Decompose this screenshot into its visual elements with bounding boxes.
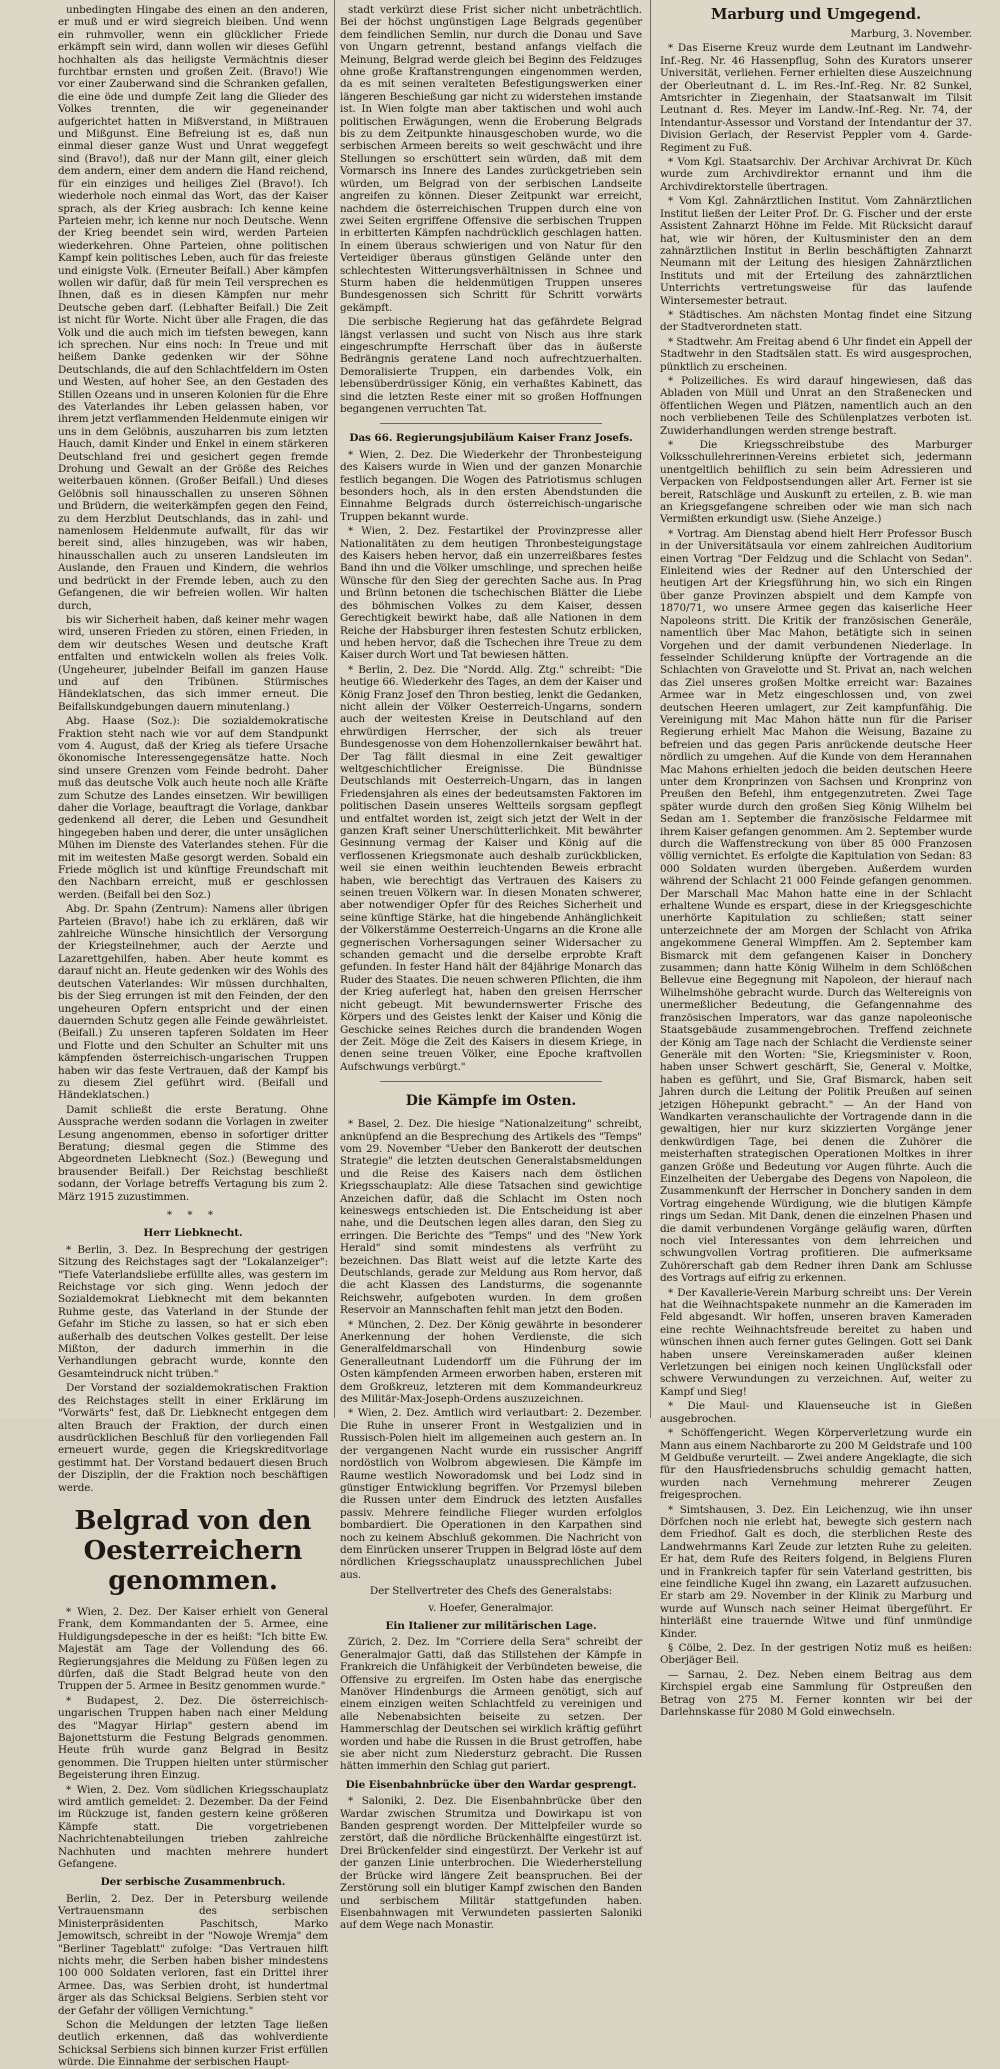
headline: Die Kämpfe im Osten. <box>405 1093 577 1110</box>
divider <box>380 423 602 424</box>
article-paragraph: bis wir Sicherheit haben, daß keiner mehr wagen wird, unseren Frieden zu stören, einen Frieden, in dem wir deutsches Wesen und deutsche Kraft entfalten und entwickeln wollen als freies Volk. (Ungeheurer, jubelnder Beifall im ganzen Hause und auf den Tribünen. Stürmisches Händeklatschen, das sich immer erneut. Die Beifallskundgebungen dauern minutenlang.) <box>58 613 328 713</box>
article-paragraph: * Polizeiliches. Es wird darauf hingewiesen, daß das Abladen von Müll und Unrat an den Straßenecken und öffentlichen Wegen und Plätzen, namentlich auch an den noch verbliebenen Teile des Schülenplatzes verboten ist. Zuwiderhandlungen werden strenge bestraft. <box>660 374 972 437</box>
article-paragraph: * Wien, 2. Dez. Der Kaiser erhielt von General Frank, dem Kommandanten der 5. Armee, eine Huldigungsdepesche in der es heißt: "Ich bitte Ew. Majestät am Tage der Vollendung des 66. Regierungsjahres die Meldung zu Füßen legen zu dürfen, daß die Stadt Belgrad heute von den Truppen der 5. Armee in Besitz genommen wurde." <box>58 1605 328 1693</box>
article-paragraph: * Simtshausen, 3. Dez. Ein Leichenzug, wie ihn unser Dörfchen noch nie erlebt hat, bewegte sich gestern nach dem Friedhof. Galt es doch, die sterblichen Reste des Landwehrmanns Karl Zeude zur letzten Ruhe zu geleiten. Er hat, dem Rufe des Reiters folgend, in Belgiens Fluren und in Frankreich tapfer für sein Vaterland gestritten, bis eine feindliche Kugel ihn zwang, ein Lazarett aufzusuchen. Er starb am 29. November in der Klinik zu Marburg und wurde auf Wunsch nach seiner Heimat übergeführt. Er hinterläßt eine trauernde Witwe und fünf unmündige Kinder. <box>660 1503 972 1640</box>
article-paragraph: — Sarnau, 2. Dez. Neben einem Beitrag aus dem Kirchspiel ergab eine Sammlung für Ostpreußen den Betrag von 275 M. Ferner konnten wir bei der Darlehnskasse für 2080 M Gold einwechseln. <box>660 1668 972 1719</box>
column-3 <box>660 4 972 1719</box>
article-paragraph: Zürich, 2. Dez. Im "Corriere della Sera" schreibt der Generalmajor Gatti, daß das Stillstehen der Kämpfe in Frankreich die Unfähigkeit der Verbündeten beweise, die Offensive zu ergreifen. Im Osten habe das energische Manöver Hindenburgs die Armeen genötigt, sich auf einem einzigen weiten Schlachtfeld zu vereinigen und alle Nebenabsichten beiseite zu setzen. Der Hammerschlag der Deutschen sei wirklich kräftig geführt worden und habe die Russen in die Brust getroffen, habe sie aber nicht zum Niedersturz gebracht. Die Russen hätten immerhin den Schlag gut pariert. <box>340 1636 642 1773</box>
article-paragraph: * Schöffengericht. Wegen Körperverletzung wurde ein Mann aus einem Nachbarorte zu 200 M Geldstrafe und 100 M Geldbuße verurteilt. — Zwei andere Angeklagte, die sich für den Hausfriedensbruchs schuldig gemacht hatten, wurden nach Vernehmung mehrerer Zeugen freigesprochen. <box>660 1427 972 1502</box>
article-paragraph: * Vom Kgl. Zahnärztlichen Institut. Vom Zahnärztlichen Institut ließen der Leiter Prof. Dr. G. Fischer und der erste Assistent Zahnarzt Höhne im Felde. Mit Rücksicht darauf hat, wie wir hören, der Kultusminister den an dem zahnärztlichen Institut in Berlin beschäftigten Zahnarzt Neumann mit der Leitung des hiesigen Zahnärztlichen Instituts und mit der Erteilung des zahnärztlichen Unterrichts vertretungsweise für das laufende Wintersemester betraut. <box>660 195 972 307</box>
article-paragraph: * Vortrag. Am Dienstag abend hielt Herr Professor Busch in der Universitätsaula vor einem zahlreichen Auditorium einen Vortrag "Der Feldzug und die Schlacht von Sedan". Einleitend wies der Redner auf den Unterschied der heutigen Art der Kriegsführung hin, wo sich ein Ringen über ganze Provinzen abspielt und dem Kampfe von 1870/71, wo unsere Armee gegen das kaiserliche Heer Napoleons stritt. Die Kritik der französischen Generäle, namentlich über Mac Mahon, betätigte sich in seinen Vorgehen und der damit verbundenen Niederlage. In fesselnder Schilderung knüpfte der Vortragende an die Schlachten von Gravelotte und St. Privat an, nach welchen das Ziel unseres großen Moltke erreicht war: Bazaines Armee war in Metz eingeschlossen und, von zwei deutschen Heeren umlagert, zur Zeit kampfunfähig. Die Vereinigung mit Mac Mahon hätte nun für die Pariser Regierung erhielt Mac Mahon die Weisung, Bazaine zu befreien und das gegen Paris anrückende deutsche Heer nördlich zu umgehen. Auf die Kunde von dem Herannahen Mac Mahons erhielten jedoch die beiden deutschen Heere unter dem Kronprinzen von Sachsen und Kronprinz von Preußen den Befehl, ihm entgegenzutreten. Zwei Tage später wurde durch den großen Sieg König Wilhelm bei Sedan am 1. September die französische Feldarmee mit ihrem Kaiser gefangen genommen. Am 2. September wurde durch die Waffenstreckung von über 85 000 Franzosen völlig vernichtet. Es erfolgte die Kapitulation von Sedan: 83 000 Soldaten wurden übergeben. Außerdem wurden während der Schlacht 21 000 Feinde gefangen genommen. Der Marschall Mac Mahon hatte eine in der Schlacht erhaltene Wunde es erspart, diese in der Kriegsgeschichte unerhörte Kapitulation zu schließen; statt seiner unterzeichnete der am Morgen der Schlacht von Afrika angekommene General Wimpffen. Am 2. September kam Bismarck mit dem gefangenen Kaiser in Donchery zusammen; dann hatte König Wilhelm in dem Schlößchen Bellevue eine Begegnung mit Napoleon, der hierauf nach Wilhelmshöhe gebracht wurde. Durch das Weltereignis von unermeßlicher Bedeutung, die Gefangennahme des französischen Imperators, war das ganze napoleonische Staatsgebäude zusammengebrochen. Treffend zeichnete der König am Tage nach der Schlacht die Verdienste seiner Generäle mit den Worten: "Sie, Kriegsminister v. Roon, haben unser Schwert geschärft, Sie, General v. Moltke, haben es geführt, und Sie, Graf Bismarck, haben seit Jahren durch die Leitung der Politik Preußen auf seinen jetzigen Höhepunkt gebracht." — An der Hand von Wandkarten veranschaulichte der Vortragende dann in die gewaltigen, hier nur kurz skizzierten Vorgänge jener denkwürdigen Tage, bei denen die Zuhörer die meisterhaften strategischen Operationen Moltkes in ihrer ganzen Größe und Bedeutung vor Augen führte. Auch die Einzelheiten der Uebergabe des Degens von Napoleon, die Zusammenkunft der Herrscher in Donchery sanden in dem Vortrag eingehende Würdigung, wie die blutigen Kämpfe rings um Sedan. Mit Dank, denen die einzelnen Phasen und die damit verbundenen Vorgänge geläufig waren, dürften noch viel Interessantes von dem lehrreichen und schwungvollen Vortrag profitieren. Die aufmerksame Zuhörerschaft gab dem Redner ihren Dank am Schlusse des Vortrags auf eifrig zu erkennen. <box>660 527 972 1285</box>
article-paragraph: * Der Kavallerie-Verein Marburg schreibt uns: Der Verein hat die Weihnachtspakete nunmehr an die Kameraden im Feld abgesandt. Wir hoffen, unseren braven Kameraden eine rechte Weihnachtsfreude bereitet zu haben und wünschen ihnen auch ferner gutes Gelingen. Gott sei Dank haben unsere Vereinskameraden außer kleinen Verletzungen bei einigen noch keinen Unglücksfall oder schwere Verwundungen zu verzeichnen. Auf, weiter zu Kampf und Sieg! <box>660 1286 972 1398</box>
section-heading: Herr Liebknecht. <box>143 1227 243 1240</box>
section-separator: * * * <box>166 1209 220 1221</box>
article-paragraph: Schon die Meldungen der letzten Tage ließen deutlich erkennen, daß das wohlverdiente Schicksal Serbiens sich binnen kurzer Frist erfüllen würde. Die Einnahme der serbischen Haupt- <box>58 2018 328 2069</box>
section-heading: Die Eisenbahnbrücke über den Wardar gesprengt. <box>345 1778 637 1791</box>
article-paragraph: Abg. Haase (Soz.): Die sozialdemokratische Fraktion steht nach wie vor auf dem Standpunkt vom 4. August, daß der Krieg als tiefere Ursache ökonomische Interessengegensätze hatte. Noch sind unsere Grenzen vom Feinde bedroht. Daher muß das deutsche Volk auch heute noch alle Kräfte zum Schutze des Landes einsetzen. Wir bewilligen daher die Vorlage, beauftragt die Vorlage, dankbar gedenkend all derer, die Leben und Gesundheit hingegeben haben und derer, die unter unsäglichen Mühen im Dienste des Vaterlandes stehen. Für die mit im weitesten Maße gesorgt werden. Sobald ein Friede möglich ist und künftige Freundschaft mit den Nachbarn erreicht, muß er geschlossen werden. (Beifall bei den Soz.) <box>58 715 328 901</box>
article-paragraph: Die serbische Regierung hat das gefährdete Belgrad längst verlassen und sucht von Nisch aus ihre stark eingeschrumpfte Herrschaft über das in äußerste Bedrängnis geratene Land noch aufrechtzuerhalten. Demoralisierte Truppen, ein darbendes Volk, ein lebensüberdrüssiger König, ein verhaßtes Kabinett, das sind die letzten Reste einer mit so großen Hoffnungen begangenen verruchten Tat. <box>340 316 642 415</box>
article-paragraph: § Cölbe, 2. Dez. In der gestrigen Notiz muß es heißen: Oberjäger Beil. <box>660 1642 972 1667</box>
column-2 <box>340 4 642 1932</box>
dateline: Marburg, 3. November. <box>850 28 972 40</box>
article-paragraph: * Berlin, 3. Dez. In Besprechung der gestrigen Sitzung des Reichstages sagt der "Lokalanzeiger": "Tiefe Vaterlandsliebe erfüllte alles, was gestern im Reichstage vor sich ging. Wenn jedoch der Sozialdemokrat Liebknecht mit dem bekannten Ruhme geste, das Vaterland in der Stunde der Gefahr im Stiche zu lassen, so hat er sich eben außerhalb des deutschen Volkes gestellt. Der leise Mißton, der dadurch immerhin in die Verhandlungen gebracht wurde, konnte den Gesamteindruck nicht trüben." <box>58 1243 328 1380</box>
article-paragraph: * Wien, 2. Dez. Festartikel der Provinzpresse aller Nationalitäten zu dem heutigen Thronbesteigungstage des Kaisers heben hervor, daß ein unzerreißbares festes Band ihn und die Völker umschlinge, und sprechen heiße Wünsche für den Sieg der gerechten Sache aus. In Prag und Brünn betonen die tschechischen Blätter die Liebe des böhmischen Volkes zu dem Kaiser, dessen Gerechtigkeit bewirkt habe, daß alle Nationen in dem Reiche der Habsburger ihren festesten Schutz erblicken, und heben hervor, daß die Tschechen ihre Treue zu dem Kaiser durch Wort und Tat bewiesen hätten. <box>340 525 642 662</box>
section-heading: Ein Italiener zur militärischen Lage. <box>385 1619 597 1632</box>
article-paragraph: * Basel, 2. Dez. Die hiesige "Nationalzeitung" schreibt, anknüpfend an die Besprechung des Artikels des "Temps" vom 29. November "Ueber den Bankerott der deutschen Strategie" die letzten deutschen Generalstabsmeldungen und die Reise des Kaisers nach dem östlichen Kriegsschauplatz: Alle diese Tatsachen sind gewichtige Anzeichen dafür, daß die Schlacht im Osten noch keineswegs entschieden ist. Die Entscheidung ist aber nahe, und die Deutschen legen alles daran, den Sieg zu erringen. Die Berichte des "Temps" und des "New York Herald" sind somit mindestens als verfrüht zu bezeichnen. Das Blatt weist auf die letzte Karte des Deutschlands, gerade zur Meldung aus Rom hervor, daß die acht Klassen des Landsturms, die sogenannte Reichswehr, aufgeboten wurden. In dem großen Reservoir an Mannschaften fehlt man jetzt den Boden. <box>340 1118 642 1317</box>
article-paragraph: * Stadtwehr. Am Freitag abend 6 Uhr findet ein Appell der Stadtwehr in den Stadtsälen statt. Es wird ausgesprochen, pünktlich zu erscheinen. <box>660 335 972 373</box>
article-paragraph: Der Vorstand der sozialdemokratischen Fraktion des Reichstages stellt in einer Erklärung im "Vorwärts" fest, daß Dr. Liebknecht entgegen dem alten Brauch der Fraktion, der durch einen ausdrücklichen Beschluß für den vorliegenden Fall erneuert wurde, gegen die Kriegskreditvorlage gestimmt hat. Der Vorstand bedauert diesen Bruch der Disziplin, der die Fraktion noch beschäftigen werde. <box>58 1382 328 1494</box>
article-paragraph: * Wien, 2. Dez. Amtlich wird verlautbart: 2. Dezember. Die Ruhe in unserer Front in Westgalizien und in Russisch-Polen hielt im allgemeinen auch gestern an. In der vergangenen Nacht wurde ein russischer Angriff nordöstlich von Wolbrom abgewiesen. Die Kämpfe im Raume westlich Noworadomsk und bei Lodz sind in günstiger Entwicklung begriffen. Vor Przemysl bileben die Russen unter dem Eindruck des letzten Ausfalles passiv. Mehrere feindliche Flieger wurden erfolglos bombardiert. Die Operationen in den Karpathen sind noch zu keinem Abschluß gekommen. Die Nachricht von dem Einrücken unserer Truppen in Belgrad löste auf dem nördlichen Kriegsschauplatz unaussprechlichen Jubel aus. <box>340 1407 642 1581</box>
divider <box>380 1081 602 1082</box>
article-paragraph: * Die Kriegsschreibstube des Marburger Volksschullehrerinnen-Vereins erbietet sich, jedermann unentgeltlich behilflich zu sein beim Adressieren und Verpacken von Feldpostsendungen aller Art. Ferner ist sie bereit, Ratschläge und Auskunft zu erteilen, z. B. wie man an Kriegsgefangene schreiben oder wie man sich nach Vermißten erkundigt usw. (Siehe Anzeige.) <box>660 439 972 526</box>
article-paragraph: * Wien, 2. Dez. Vom südlichen Kriegsschauplatz wird amtlich gemeldet: 2. Dezember. Da der Feind im Rückzuge ist, fanden gestern keine größeren Kämpfe statt. Die vorgetriebenen Nachrichtenabteilungen trieben zahlreiche Nachhuten und machten mehrere hundert Gefangene. <box>58 1783 328 1871</box>
column-rule <box>650 0 651 1418</box>
article-paragraph: * München, 2. Dez. Der König gewährte in besonderer Anerkennung der hohen Verdienste, die sich Generalfeldmarschall von Hindenburg sowie Generalleutnant Ludendorff um die Führung der im Osten kämpfenden Armeen erworben haben, ersteren mit dem Großkreuz, letzteren mit dem Kommandeurkreuz des Militär-Max-Joseph-Ordens auszuzeichnen. <box>340 1318 642 1406</box>
signature-title: Der Stellvertreter des Chefs des Generalstabs: <box>369 1585 613 1598</box>
article-paragraph: Abg. Dr. Spahn (Zentrum): Namens aller übrigen Parteien (Bravo!) habe ich zu erklären, daß wir zahlreiche Wünsche hinsichtlich der Versorgung der Kriegsteilnehmer, auch der Aerzte und Lazarettgehilfen, haben. Aber heute kommt es darauf nicht an. Heute gedenken wir des Wohls des deutschen Vaterlandes: Wir müssen durchhalten, bis der Sieg errungen ist mit den Feinden, der den ungeheuren Opfern entspricht und der einen dauernden Schutz gegen alle Feinde gewährleistet. (Beifall.) Zu unseren tapferen Soldaten im Heer und Flotte und den Schulter an Schulter mit uns kämpfenden österreichisch-ungarischen Truppen haben wir das feste Vertrauen, daß der Kampf bis zu diesem Ziel geführt wird. (Beifall und Händeklatschen.) <box>58 903 328 1102</box>
section-heading: Der serbische Zusammenbruch. <box>100 1876 286 1889</box>
article-paragraph: * Vom Kgl. Staatsarchiv. Der Archivar Archivrat Dr. Küch wurde zum Archivdirektor ernannt und ihm die Archivdirektorstelle übertragen. <box>660 156 972 193</box>
column-rule <box>334 0 335 1418</box>
signature-name: v. Hoefer, Generalmajor. <box>428 1601 554 1614</box>
article-paragraph: unbedingten Hingabe des einen an den anderen, er muß und er wird siegreich bleiben. Und wenn ein ruhmvoller, wenn ein glücklicher Friede erkämpft sein wird, dann wollen wir dieses Gefühl hochhalten als das heiligste Vermächtnis dieser furchtbar ernsten und großen Zeit. (Bravo!) Wie vor einer Zauberwand sind die Schranken gefallen, die eine öde und dumpfe Zeit lang die Glieder des Volkes trennten, die wir gegeneinander aufgerichtet hatten in Mißverstand, in Mißtrauen und Mißgunst. Eine Befreiung ist es, daß nun einmal dieser ganze Wust und Unrat weggefegt sind (Bravo!), daß nur der Mann gilt, einer gleich dem andern, einer dem andern die Hand reichend, für ein einziges und heiliges Ziel (Bravo!). Ich wiederhole noch einmal das Wort, das der Kaiser sprach, als der Krieg ausbrach: Ich kenne keine Parteien mehr, ich kenne nur noch Deutsche. Wenn der Krieg beendet sein wird, werden Parteien wiederkehren. Ohne Parteien, ohne politischen Kampf kein politisches Leben, auch für das freieste und einigste Volk. (Erneuter Beifall.) Aber kämpfen wollen wir dafür, daß für mein Teil versprechen es Ihnen, daß es in diesen Kämpfen nur mehr Deutsche geben darf. (Lebhafter Beifall.) Die Zeit ist nicht für Worte. Nicht über alle Fragen, die das Volk und die auch mich im tiefsten bewegen, kann ich sprechen. Nur eins noch: In Treue und mit heißem Danke gedenken wir der Söhne Deutschlands, die auf den Schlachtfeldern im Osten und Westen, auf hoher See, an den Gestaden des Stillen Ozeans und in unseren Kolonien für die Ehre des Vaterlandes ihr Leben gelassen haben, vor ihrem jetzt verflammenden Heldenmute einigen wir uns in dem Gelöbnis, auszuharren bis zum letzten Hauch, damit Kinder und Enkel in einem stärkeren Deutschland frei und gesichert gegen fremde Drohung und Gewalt an der Größe des Reiches weiterbauen können. (Großer Beifall.) Und dieses Gelöbnis soll hinausschallen zu unseren Söhnen und Brüdern, die weiterkämpfen gegen den Feind, zu dem Herzblut Deutschlands, das in zahl- und namenlosem Heldenmute aufwallt, für das wir bereit sind, alles hinzugeben, was wir haben, hinausschallen auch zu unseren Landsleuten im Auslande, den Frauen und Kindern, die wehrlos und bedrückt in der Fremde leben, auch zu den Gefangenen, die wir befreien wollen. Wir halten durch, <box>58 4 328 612</box>
article-paragraph: * Städtisches. Am nächsten Montag findet eine Sitzung der Stadtverordneten statt. <box>660 308 972 334</box>
article-paragraph: * Berlin, 2. Dez. Die "Nordd. Allg. Ztg." schreibt: "Die heutige 66. Wiederkehr des Tages, an dem der Kaiser und König Franz Josef den Thron bestieg, lenkt die Gedanken, nicht allein der Völker Oesterreich-Ungarns, sondern auch der weitesten Kreise in Deutschland auf den ehrwürdigen Herrscher, der sich als treuer Bundesgenosse von dem Hohenzollernkaiser bewährt hat. Der Tag fällt diesmal in eine Zeit gewaltiger weltgeschichtlicher Ereignisse. Die Bündnisse Deutschlands mit Oesterreich-Ungarn, das in langen Friedensjahren als eines der bedeutsamsten Faktoren im politischen Dasein unseres Weltteils sorgsam gepflegt und entfaltet worden ist, zeigt sich jetzt der Welt in der ganzen Kraft seiner Unerschütterlichkeit. Mit bewährter Gesinnung vermag der Kaiser und König auf die verflossenen Kriegsmonate auch deshalb zurückblicken, weil sie einen weithin leuchtenden Beweis erbracht haben, wie berechtigt das Vertrauen des Kaisers zu seinen treuen Völkern war. In diesen Monaten schwerer, aber notwendiger Opfer für des Reiches Sicherheit und seine künftige Stärke, hat die hingebende Anhänglichkeit der Völkerstämme Oesterreich-Ungarns an die Krone alle gegnerischen Vorhersagungen seiner Widersacher zu schanden gemacht und die derselbe erprobte Kraft gefunden. In fester Hand hält der 84jährige Monarch das Ruder des Staates. Die neuen schweren Pflichten, die ihm der Krieg auferlegt hat, haben den greisen Herrscher nicht gebeugt. Mit bewundernswerter Frische des Körpers und des Geistes lenkt der Kaiser und König die Geschicke seines Reiches durch die brandenden Wogen der Zeit. Möge die Zeit des Kaisers in diesem Kriege, in denen seine treuen Völker, eine Epoche kraftvollen Aufschwungs verbürgt." <box>340 663 642 1073</box>
article-paragraph: Berlin, 2. Dez. Der in Petersburg weilende Vertrauensmann des serbischen Ministerpräsidenten Paschitsch, Marko Jemowitsch, schreibt in der "Nowoje Wremja" dem "Berliner Tageblatt" zufolge: "Das Vertrauen hilft nichts mehr, die Serben haben bisher mindestens 100 000 Soldaten verloren, fast ein Drittel ihrer Armee. Das, was Serbien droht, ist hundertmal ärger als das Schicksal Belgiens. Serbien steht vor der Gefahr der völligen Vernichtung." <box>58 1892 328 2017</box>
article-paragraph: Damit schließt die erste Beratung. Ohne Aussprache werden sodann die Vorlagen in zweiter Lesung angenommen, ebenso in sofortiger dritter Beratung; diesmal gegen die Stimme des Abgeordneten Liebknecht (Soz.) (Bewegung und brausender Beifall.) Der Reichstag beschließt sodann, der Vorlage betreffs Vertagung bis zum 2. März 1915 zuzustimmen. <box>58 1103 328 1203</box>
article-paragraph: * Saloniki, 2. Dez. Die Eisenbahnbrücke über den Wardar zwischen Strumitza und Dowirkapu ist von Banden gesprengt worden. Der Mittelpfeiler wurde so zerstört, daß die nördliche Brückenhälfte eingestürzt ist. Drei Brückenfelder sind eingestürzt. Der Verkehr ist auf der ganzen Linie unterbrochen. Die Wiederherstellung der Brücke wird längere Zeit beanspruchen. Bei der Zerstörung soll ein blutiger Kampf zwischen den Banden und serbischem Militär stattgefunden haben. Eisenbahnwagen mit Verwundeten passierten Saloniki auf dem Wege nach Monastir. <box>340 1795 642 1932</box>
article-paragraph: * Die Maul- und Klauenseuche ist in Gießen ausgebrochen. <box>660 1400 972 1425</box>
article-paragraph: stadt verkürzt diese Frist sicher nicht unbeträchtlich. Bei der höchst ungünstigen Lage Belgrads gegenüber dem feindlichen Semlin, nur durch die Donau und Save von Ungarn getrennt, bestand anfangs vielfach die Meinung, Belgrad werde gleich bei Beginn des Feldzuges ohne große Kraftanstrengungen eingenommen werden, da es mit seinen veralteten Befestigungswerken einer längeren Beschießung gar nicht zu widerstehen imstande ist. In Wien folgte man aber taktischen und wohl auch politischen Erwägungen, wenn die Eroberung Belgrads bis zu dem Zeitpunkte hinausgeschoben wurde, wo die serbischen Armeen bereits so weit geschwächt und ihre Stellungen so erschüttert sein würden, daß mit dem Vormarsch ins Innere des Landes zurückgetrieben sein würden, um Belgrad von der serbischen Landseite angreifen zu können. Dieser Zeitpunkt war erreicht, nachdem die österreichischen Truppen durch eine von zwei Seiten ergriffene Offensive die serbischen Truppen in erbitterten Kämpfen nachdrücklich geschlagen hatten. In einem überaus schwierigen und von Natur für den Verteidiger überaus günstigen Gelände unter den schlechtesten Witterungsverhältnissen in Schnee und Sturm haben die heldenmütigen Truppen unseres Bundesgenossen sich Schritt für Schritt vorwärts gekämpft. <box>340 4 642 314</box>
headline: Belgrad von den Oesterreichern genommen. <box>74 1505 312 1596</box>
article-paragraph: * Wien, 2. Dez. Die Wiederkehr der Thronbesteigung des Kaisers wurde in Wien und der ganzen Monarchie festlich begangen. Die Wogen des Patriotismus schlugen besonders hoch, als in den ersten Abendstunden die Einnahme Belgrads durch österreichisch-ungarische Truppen bekannt wurde. <box>340 448 642 523</box>
article-paragraph: * Budapest, 2. Dez. Die österreichisch-ungarischen Truppen haben nach einer Meldung des "Magyar Hirlap" gestern abend im Bajonettsturm die Festung Belgrads genommen. Heute früh wurde ganz Belgrad in Besitz genommen. Die Truppen hielten unter stürmischer Begeisterung ihren Einzug. <box>58 1694 328 1782</box>
section-heading: Das 66. Regierungsjubiläum Kaiser Franz Josefs. <box>349 432 633 445</box>
section-masthead: Marburg und Umgegend. <box>710 5 922 23</box>
column-1 <box>58 4 328 2069</box>
article-paragraph: * Das Eiserne Kreuz wurde dem Leutnant im Landwehr-Inf.-Reg. Nr. 46 Hassenpflug, Sohn des Kurators unserer Universität, verliehen. Ferner erhielten diese Auszeichnung der Oberleutnant d. L. im Res.-Inf.-Reg. Nr. 82 Sunkel, Amtsrichter in Ziegenhain, der Staatsanwalt im Tilsit Leutnant d. Res. Meyer im Landw.-Inf.-Reg. Nr. 74, der Intendantur-Assessor und Vorstand der Intendantur der 37. Division Gerlach, der Reservist Peppler vom 4. Garde-Regiment zu Fuß. <box>660 42 972 154</box>
